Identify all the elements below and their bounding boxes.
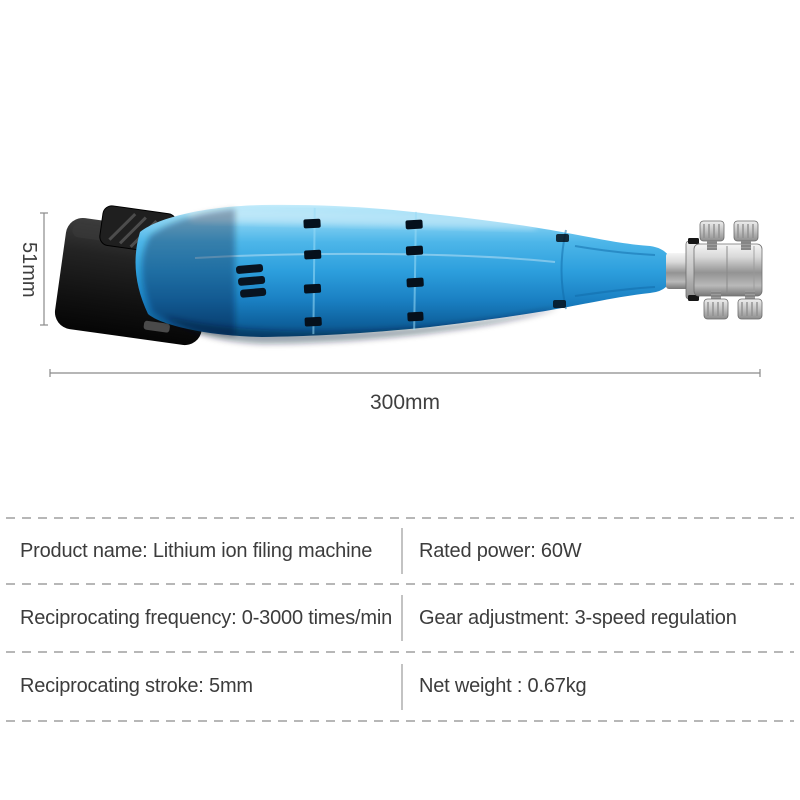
column-divider [401,664,403,710]
vent-slats [236,264,267,298]
tool-body [136,205,674,344]
spec-gear-adjustment: Gear adjustment: 3-speed regulation [419,606,737,629]
spec-reciprocating-frequency: Reciprocating frequency: 0-3000 times/min [20,606,392,629]
spec-reciprocating-stroke: Reciprocating stroke: 5mm [20,675,253,697]
table-row [0,519,800,583]
height-dimension-label: 51mm [18,242,40,298]
column-divider [401,595,403,641]
length-dimension-label: 300mm [369,391,441,414]
table-row [0,653,800,720]
table-border-bottom [6,720,794,722]
spec-net-weight: Net weight : 0.67kg [419,675,587,697]
spec-table [0,517,800,722]
height-dimension [18,213,48,325]
table-row [0,585,800,651]
spec-product-name: Product name: Lithium ion filing machine [20,539,373,562]
column-divider [401,528,403,574]
length-dimension [50,369,760,414]
spec-rated-power: Rated power: 60W [419,539,582,562]
